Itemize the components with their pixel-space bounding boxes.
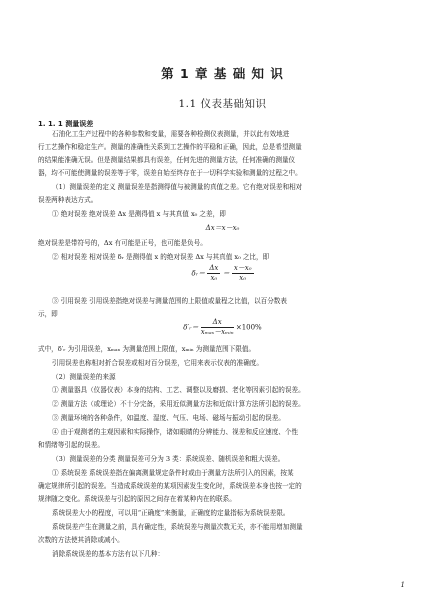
equation-reference-error [0,318,445,337]
eq3-tail: ×100% [235,323,262,332]
equation-relative-error [0,264,445,283]
paragraph-line: 器，均不可能使测量的误差等于零，误差自始至终存在于一切科学实验和测量的过程之中。 [38,169,302,177]
paragraph-line: 消除系统误差的基本方法有以下几种： [52,550,165,558]
paragraph-line: （1）测量误差的定义 测量误差是指测得值与被测量的真值之差。它有绝对误差和相对 [52,183,303,191]
paragraph-line: 行工艺操作和稳定生产。测量的准确性关系到工艺操作的平稳和正确，因此，总是希望测量 [38,143,302,151]
paragraph-line: 绝对误差是带符号的，Δx 有可能是正号，也可能是负号。 [38,239,207,247]
paragraph-line: ④ 由于观测者的主观因素和实际操作，诸如眼睛的分辨能力、视差和反应速度、个性 [52,428,299,436]
eq2-f2-numerator: x－x₀ [233,264,252,272]
paragraph-line: 式中，δ′ᵣ 为引用误差，xₘₐₓ 为测量范围上限值，xₘᵢₙ 为测量范围下限值。 [38,345,256,353]
eq2-f2-denominator: x₀ [239,274,247,282]
paragraph-line: 示，即 [38,310,58,318]
chapter-title: 第 1 章 基 础 知 识 [161,66,284,81]
paragraph-line: 系统误差大小的程度，可以用“正确度”来衡量，正确度的定量指标为系统误差限。 [52,509,290,517]
eq2-fraction-2 [232,264,254,283]
paragraph-line: 和情绪等引起的误差。 [38,441,104,449]
eq2-mid: ＝ [222,269,230,278]
eq3-fraction [201,318,234,337]
subsection-title: 1. 1. 1 测量误差 [38,120,94,128]
eq2-f1-denominator: x₀ [210,274,218,282]
paragraph-line: 规律随之变化。系统误差与引起的原因之间存在着某种内在的联系。 [38,495,236,503]
page-number: 1 [400,581,405,589]
eq3-denominator: xₘₐₓ－xₘᵢₙ [200,328,234,336]
eq3-numerator: Δx [201,318,234,328]
paragraph-line: ① 测量器具（仪器仪表）本身的结构、工艺、调整以及磨损、老化等因素引起的误差。 [52,386,305,394]
paragraph-line: 的结果能准确无误。但是测量结果都具有误差，任何先进的测量方法，任何准确的测量仪 [38,156,296,164]
paragraph-line: 系统误差产生在测量之前，具有确定性，系统误差与测量次数无关，亦不能用增加测量 [52,523,303,531]
section-title: 1.1 仪表基础知识 [178,98,267,110]
paragraph-line: 误差两种表达方式。 [38,196,98,204]
paragraph-line: （3）测量误差的分类 测量误差可分为 3 类：系统误差、随机误差和粗大误差。 [52,455,285,463]
paragraph-line: ② 相对误差 相对误差 δᵣ 是测得值 x 的绝对误差 Δx 与其真值 x₀ 之比，即 [52,253,270,261]
paragraph-line: ③ 引用误差 引用误差指绝对误差与测量范围的上限值或量程之比值，以百分数表 [52,297,287,305]
paragraph-line: 次数的方法使其消除或减小。 [38,536,124,544]
eq2-f1-numerator: Δx [209,264,219,272]
equation-absolute-error: Δx＝x－x₀ [205,224,240,232]
eq2-fraction-1 [207,264,220,283]
paragraph-line: ① 系统误差 系统误差指在偏离测量规定条件时或由于测量方法所引入的因素，按某 [52,469,294,477]
paragraph-line: （2）测量误差的来源 [52,373,116,381]
paragraph-line: 确定规律所引起的误差。当造成系统误差的某项因素发生变化时，系统误差本身也按一定的 [38,482,302,490]
paragraph-line: ③ 测量环境的各种条件，如温度、湿度、气压、电场、磁场与振动引起的误差。 [52,414,285,422]
paragraph-line: ① 绝对误差 绝对误差 Δx 是测得值 x 与其真值 x₀ 之差，即 [52,210,226,218]
paragraph-line: 石油化工生产过程中的各种参数和变量，需要各种检测仪表测量，并以此有效地进 [52,130,290,138]
paragraph-line: 引用误差也称相对折合误差或相对百分误差，它用来表示仪表的准确度。 [52,359,263,367]
eq2-lhs: δᵣ＝ [191,269,206,278]
paragraph-line: ② 测量方法（或理论）不十分完备，采用近似测量方法和近似计算方法所引起的误差。 [52,400,305,408]
eq3-lhs: δ′ᵣ＝ [183,323,199,332]
